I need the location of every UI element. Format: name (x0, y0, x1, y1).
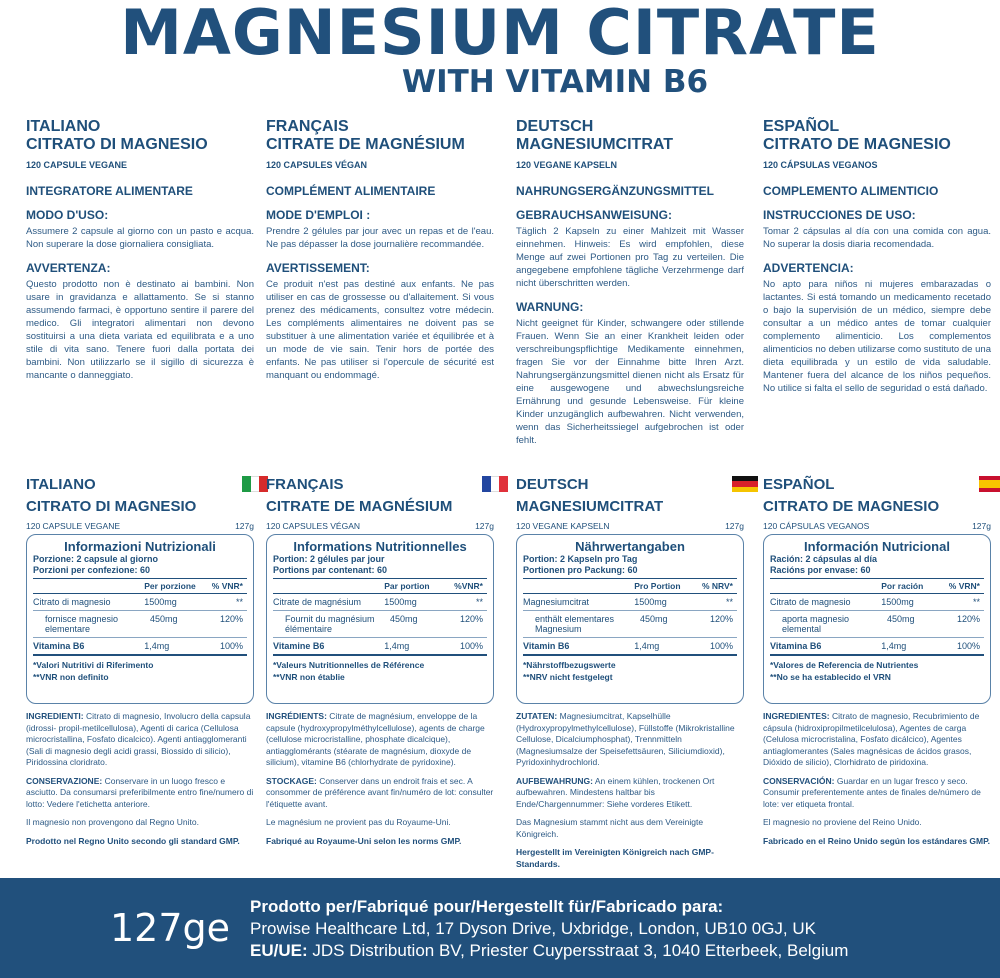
manufacturer-address (250, 896, 848, 962)
table-row: Citrate de magnésium 1500mg ** (273, 594, 487, 611)
ingredients: INGRÉDIENTS: Citrate de magnésium, enveloppe de la capsule (hydroxypropylméthylcellulose), agents de charge (cellulose microcristalline, phosphate dicalcique), antiagglomérants (stéarate de magnésium, dioxyde de silicium), vitamine B6 (chlorhydrate de pyridoxine). (266, 711, 485, 767)
table-row: Fournit du magnésium élémentaire 450mg 120% (273, 611, 487, 638)
table-row: Magnesiumcitrat 1500mg ** (523, 594, 737, 611)
product-name: CITRATO DE MAGNESIO (763, 498, 940, 515)
table-row: Vitamine B6 1,4mg 100% (273, 638, 487, 656)
bottom-column-francais (266, 476, 494, 847)
supplement-label: COMPLÉMENT ALIMENTAIRE (266, 184, 436, 198)
reference-footnote: *Valores de Referencia de Nutrientes (770, 660, 919, 670)
supplement-label: COMPLEMENTO ALIMENTICIO (763, 184, 939, 198)
top-column-italiano (26, 118, 254, 382)
nutrition-title: Informations Nutritionnelles (293, 539, 467, 554)
product-name: MAGNESIUMCITRAT (516, 136, 674, 153)
spain-flag (979, 476, 1000, 492)
usage-heading: INSTRUCCIONES DE USO: (763, 208, 916, 222)
language-heading: DEUTSCH (516, 476, 589, 493)
usage-heading: MODO D'USO: (26, 208, 109, 222)
table-header (33, 578, 247, 594)
not-established-footnote: **No se ha establecido el VRN (770, 672, 891, 682)
usage-heading: GEBRAUCHSANWEISUNG: (516, 208, 672, 222)
net-weight-large: 127ge (110, 906, 231, 950)
warning-text: Nicht geeignet für Kinder, schwangere oder stillende Frauen. Wenn Sie an einer Krankheit leiden oder verschreibungspflichtige Medikamente einnehmen, fragen Sie vor der Einnahme bitte Ihren Arzt. Nahrungsergänzungsmittel dienen nicht als Ersatz für eine ausgewogene und abwechslungsreiche Ernährung und gesunde Lebensweise. Für kleine Kinder unzugänglich aufbewahren. Nicht verwenden, wenn das Sicherheitssiegel aufgebrochen ist oder fehlt. (516, 318, 744, 446)
storage: STOCKAGE: Conserver dans un endroit frais et sec. A consommer de préférence avant fin/numéro de lot: consulter l'étiquette avant. (266, 775, 494, 809)
reference-header: % VRN* (948, 581, 980, 591)
not-established-footnote: **VNR non definito (33, 672, 109, 682)
nutrition-table (26, 534, 254, 704)
product-name: CITRATO DI MAGNESIO (26, 136, 208, 153)
language-heading: FRANÇAIS (266, 476, 344, 493)
table-row: Vitamina B6 1,4mg 100% (33, 638, 247, 656)
warning-text: No apto para niños ni mujeres embarazadas o lactantes. Si está tomando un medicamento recetado o bajo la supervisión de un médico, siempre debe consultar a un médico antes de tomar cualquier complemento alimenticio. Los complementos alimenticios no deben utilizarse como sustituto de una dieta equilibrada y un estilo de vida saludable. Mantener fuera del alcance de los niños pequeños. No utilice si falta el sello de seguridad o está dañado. (763, 279, 991, 394)
language-heading: FRANÇAIS (266, 118, 349, 135)
servings-per-container: Portions par contenant: 60 (273, 565, 388, 575)
capsule-count: 120 CAPSULES VÉGAN (266, 521, 361, 531)
germany-flag (732, 476, 758, 492)
estimated-sign-icon: e (206, 906, 231, 950)
capsule-count: 120 CÁPSULAS VEGANOS (763, 521, 870, 531)
reference-header: %VNR* (454, 581, 483, 591)
not-established-footnote: **NRV nicht festgelegt (523, 672, 613, 682)
language-heading: ITALIANO (26, 118, 101, 135)
capsule-count: 120 CÁPSULAS VEGANOS (763, 160, 878, 170)
language-heading: DEUTSCH (516, 118, 594, 135)
servings-per-container: Porzioni per confezione: 60 (33, 565, 151, 575)
bottom-column-italiano (26, 476, 254, 847)
footer-bar (0, 878, 1000, 978)
origin-note: Il magnesio non provengono dal Regno Unito. (26, 817, 199, 827)
language-heading: ESPAÑOL (763, 476, 835, 493)
product-name: CITRATO DE MAGNESIO (763, 136, 951, 153)
language-heading: ESPAÑOL (763, 118, 840, 135)
product-name: CITRATO DI MAGNESIO (26, 498, 197, 515)
per-portion-header: Per porzione (144, 581, 196, 591)
serving-size: Porzione: 2 capsule al giorno (33, 554, 159, 564)
servings-per-container: Portionen pro Packung: 60 (523, 565, 638, 575)
per-portion-header: Par portion (384, 581, 430, 591)
origin-note: Das Magnesium stammt nicht aus dem Vereinigte Königreich. (516, 817, 704, 839)
warning-heading: WARNUNG: (516, 300, 584, 314)
ingredients: INGREDIENTES: Citrato de magnesio, Recubrimiento de cápsula (hidroxipropilmetilcelulosa), Agentes de carga (Celulosa microcristalina, Fosfato dicálcico), Agentes antiaglomerantes (Sales magnésicas de ácidos grasos, Dióxido de silicio), Clorhidrato de piridoxina. (763, 711, 980, 767)
warning-heading: AVERTISSEMENT: (266, 261, 370, 275)
table-row: Citrato di magnesio 1500mg ** (33, 594, 247, 611)
net-weight: 127g (972, 521, 991, 531)
top-column-francais (266, 118, 494, 382)
product-title: MAGNESIUM CITRATE (120, 0, 880, 69)
nutrition-title: Informazioni Nutrizionali (64, 539, 216, 554)
product-name: CITRATE DE MAGNÉSIUM (266, 498, 453, 515)
reference-header: % VNR* (211, 581, 243, 591)
servings-per-container: Racións por envase: 60 (770, 565, 871, 575)
capsule-count: 120 VEGANE KAPSELN (516, 521, 610, 531)
language-heading: ITALIANO (26, 476, 96, 493)
supplement-label: INTEGRATORE ALIMENTARE (26, 184, 193, 198)
usage-text: Tomar 2 cápsulas al día con una comida con agua. No superar la dosis diaria recomendada. (763, 226, 991, 250)
manufacturing-note: Fabricado en el Reino Unido según los estándares GMP. (763, 835, 991, 846)
warning-heading: AVVERTENZA: (26, 261, 111, 275)
origin-note: El magnesio no proviene del Reino Unido. (763, 817, 922, 827)
ingredients: ZUTATEN: Magnesiumcitrat, Kapselhülle (Hydroxypropylmethylcellulose), Füllstoffe (Mikrokristalline Cellulose, Dicalciumphosphat), Trennmitteln (Magnesiumsalze der Speisefettsäuren, Siliciumdioxid), Pyridoxinhydrochlorid. (516, 711, 735, 767)
table-header (273, 578, 487, 594)
reference-footnote: *Valori Nutritivi di Riferimento (33, 660, 154, 670)
manufacturing-note: Hergestellt im Vereinigten Königreich nach GMP-Standards. (516, 847, 714, 869)
net-weight: 127g (235, 521, 254, 531)
table-row: aporta magnesio elemental 450mg 120% (770, 611, 984, 638)
manufacturing-note: Prodotto nel Regno Unito secondo gli standard GMP. (26, 835, 240, 846)
storage: CONSERVAZIONE: Conservare in un luogo fresco e asciutto. Da consumarsi preferibilmente entro fine/numero di lotto: Vedere l'etichetta anteriore. (26, 775, 254, 809)
top-column-deutsch (516, 118, 744, 447)
nutrition-title: Nährwertangaben (575, 539, 685, 554)
table-row: enthält elementares Magnesium 450mg 120% (523, 611, 737, 638)
product-subtitle: WITH VITAMIN B6 (401, 64, 709, 100)
reference-footnote: *Nährstoffbezugswerte (523, 660, 616, 670)
reference-footnote: *Valeurs Nutritionnelles de Référence (273, 660, 425, 670)
not-established-footnote: **VNR non établie (273, 672, 345, 682)
nutrition-table (763, 534, 991, 704)
table-header (523, 578, 737, 594)
capsule-count: 120 CAPSULES VÉGAN (266, 160, 368, 170)
storage: AUFBEWAHRUNG: An einem kühlen, trockenen Ort aufbewahren. Mindestens haltbar bis Ende/Chargennummer: Siehe vorderes Etikett. (516, 775, 715, 809)
made-for-heading: Prodotto per/Fabriqué pour/Hergestellt für/Fabricado para: (250, 897, 724, 916)
origin-note: Le magnésium ne provient pas du Royaume-Uni. (266, 817, 451, 827)
usage-heading: MODE D'EMPLOI : (266, 208, 371, 222)
capsule-count: 120 VEGANE KAPSELN (516, 160, 618, 170)
table-row: Vitamina B6 1,4mg 100% (770, 638, 984, 656)
bottom-column-deutsch (516, 476, 744, 870)
capsule-count: 120 CAPSULE VEGANE (26, 521, 121, 531)
warning-text: Ce produit n'est pas destiné aux enfants. Ne pas utiliser en cas de grossesse ou d'allaitement. Si vous prenez des médicaments, consultez votre médecin. Les compléments alimentaires ne doivent pas se substituer à une alimentation variée et équilibrée et à un mode de vie sain. Tenir hors de portée des enfants. Ne pas utiliser si l'opercule de sécurité est manquant ou endommagé. (266, 279, 494, 381)
table-row: Citrato de magnesio 1500mg ** (770, 594, 984, 611)
ingredients: INGREDIENTI: Citrato di magnesio, Involucro della capsula (idrossi- propil-metilcellulosa), Agenti di carica (Cellulosa microcristallina, Fosfato dicalcico). Agenti antiagglomeranti (Sali di magnesio degli acidi grassi, Biossido di silicio), Piridossina cloridrato. (26, 711, 251, 767)
net-weight: 127g (725, 521, 744, 531)
top-column-espanol (763, 118, 991, 395)
bottom-column-espanol (763, 476, 991, 847)
table-header (770, 578, 984, 594)
per-portion-header: Por ración (881, 581, 924, 591)
eu-label: EU/UE: (250, 941, 308, 960)
nutrition-table (516, 534, 744, 704)
italy-flag (242, 476, 268, 492)
net-weight: 127g (475, 521, 494, 531)
eu-address: JDS Distribution BV, Priester Cuypersstraat 3, 1040 Etterbeek, Belgium (312, 941, 849, 960)
usage-text: Prendre 2 gélules par jour avec un repas et de l'eau. Ne pas dépasser la dose journalière recommandée. (266, 226, 494, 250)
warning-heading: ADVERTENCIA: (763, 261, 854, 275)
serving-size: Ración: 2 cápsulas al día (770, 554, 878, 564)
supplement-label: NAHRUNGSERGÄNZUNGSMITTEL (516, 184, 714, 198)
per-portion-header: Pro Portion (634, 581, 681, 591)
manufacturing-note: Fabriqué au Royaume-Uni selon les norms GMP. (266, 835, 462, 846)
nutrition-table (266, 534, 494, 704)
table-row: fornisce magnesio elementare 450mg 120% (33, 611, 247, 638)
product-name: MAGNESIUMCITRAT (516, 498, 664, 515)
uk-address: Prowise Healthcare Ltd, 17 Dyson Drive, Uxbridge, London, UB10 0GJ, UK (250, 919, 816, 938)
product-name: CITRATE DE MAGNÉSIUM (266, 136, 465, 153)
france-flag (482, 476, 508, 492)
capsule-count: 120 CAPSULE VEGANE (26, 160, 128, 170)
storage: CONSERVACIÓN: Guardar en un lugar fresco y seco. Consumir preferentemente antes de finales de/número de lote: ver etiqueta frontal. (763, 775, 981, 809)
usage-text: Täglich 2 Kapseln zu einer Mahlzeit mit Wasser einnehmen. Hinweis: Es wird empfohlen, diese Menge auf zwei Portionen pro Tag zu verteilen. Die angegebene empfohlene tägliche Verzehrmenge darf nicht überschritten werden. (516, 226, 744, 289)
table-row: Vitamin B6 1,4mg 100% (523, 638, 737, 656)
header (0, 0, 1000, 110)
reference-header: % NRV* (701, 581, 733, 591)
warning-text: Questo prodotto non è destinato ai bambini. Non usare in gravidanza e allattamento. Se si stanno assumendo farmaci, è opportuno sentire il parere del medico. Gli integratori alimentari non devono sostituirsi a una dieta variata ed equilibrata e a uno stile di vita sano. Tenere fuori dalla portata dei bambini. Non utilizzarlo se il sigillo di sicurezza è mancante o danneggiato. (26, 279, 254, 381)
serving-size: Portion: 2 Kapseln pro Tag (523, 554, 638, 564)
usage-text: Assumere 2 capsule al giorno con un pasto e acqua. Non superare la dose giornaliera consigliata. (26, 226, 254, 250)
nutrition-title: Información Nutricional (804, 539, 950, 554)
serving-size: Portion: 2 gélules par jour (273, 554, 385, 564)
